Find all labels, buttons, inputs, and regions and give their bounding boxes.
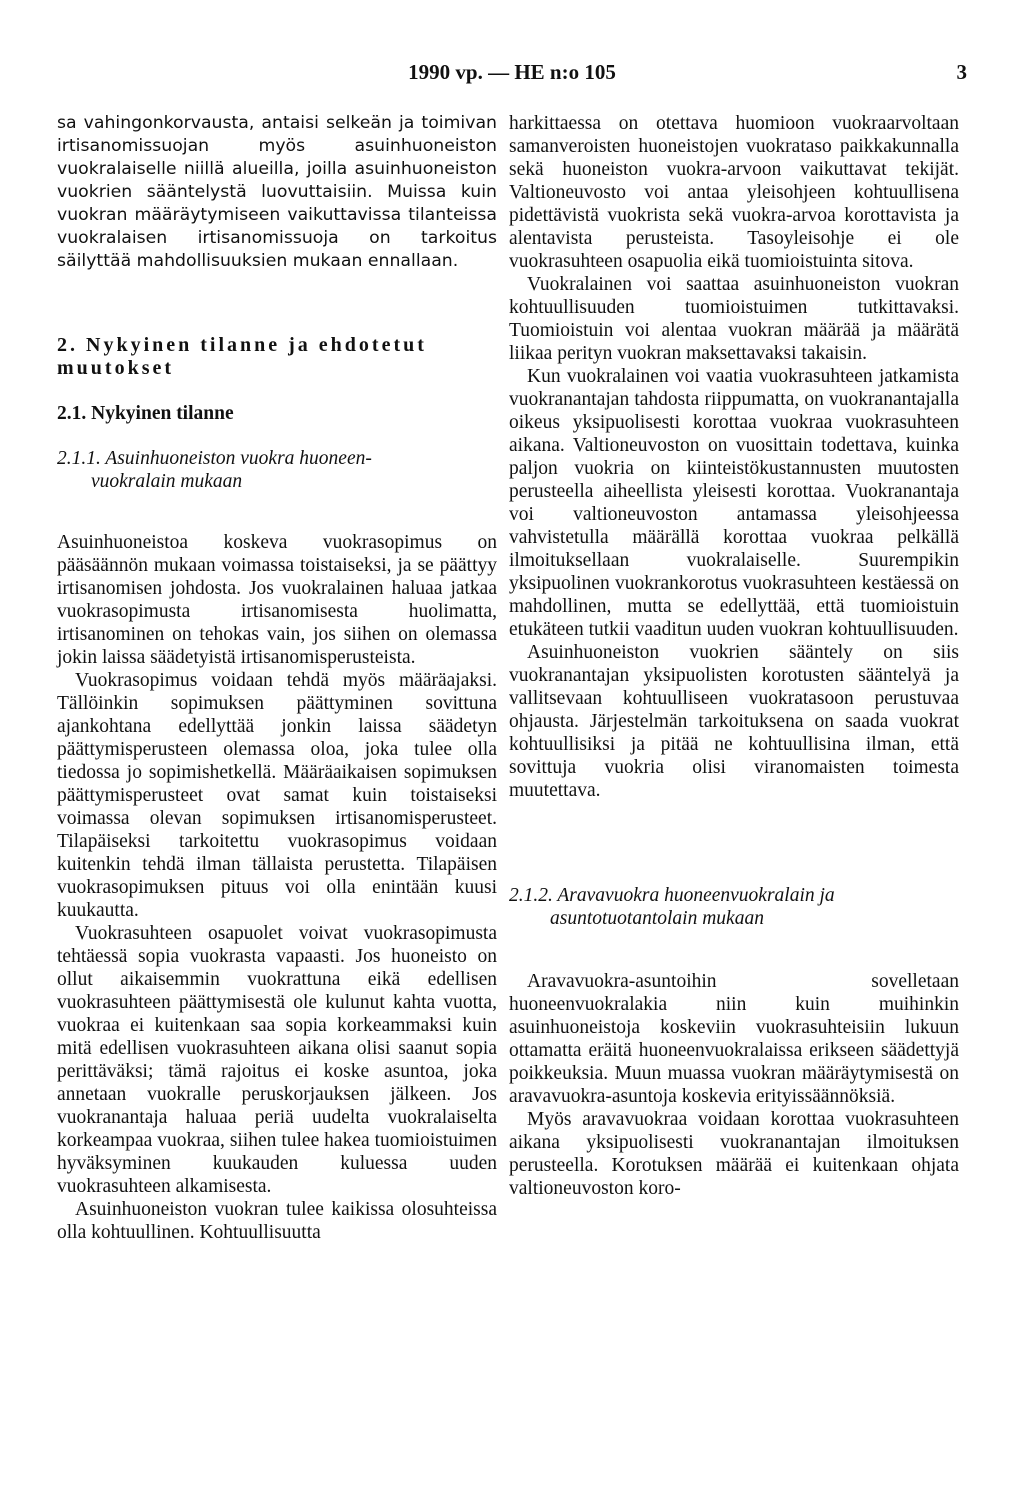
left-column [57, 112, 497, 1244]
paragraph: Asuinhuoneiston vuokran tulee kaikissa olosuhteissa olla kohtuullinen. Kohtuullisuutta [57, 1199, 497, 1243]
paragraph: Aravavuokra-asuntoihin sovelletaan huoneenvuokralakia niin kuin muihinkin asuinhuoneistoja koskeviin vuokrasuhteisiin lukuun ottamatta eräitä huoneenvuokralaissa erikseen säädettyjä poikkeuksia. Muun muassa vuokran määräytymisestä on aravavuokra-asuntoja koskevia erityissäännöksiä. [509, 971, 959, 1107]
right-column [509, 112, 959, 1200]
subsubsection-heading-line1: 2.1.2. Aravavuokra huoneenvuokralain ja [509, 885, 835, 906]
paragraph: Vuokrasopimus voidaan tehdä myös määräajaksi. Tällöinkin sopimuksen päättyminen sovittuna ajankohtana edellyttää jonkin laissa säädetyn päättymisperusteen olemassa oloa, joka tulee olla tiedossa jo sopimishetkellä. Määräaikaisen sopimuksen päättymisperusteet ovat samat kuin toistaiseksi voimassa olevan sopimuksen irtisanomisperusteet. Tilapäiseksi tarkoitettu vuokrasopimus voidaan kuitenkin tehdä ilman tällaista perustetta. Tilapäisen vuokrasopimuksen pituus voi olla enintään kuusi kuukautta. [57, 670, 497, 921]
subsubsection-heading-line2: asuntotuotantolain mukaan [550, 908, 764, 929]
paragraph: Asuinhuoneistoa koskeva vuokrasopimus on pääsäännön mukaan voimassa toistaiseksi, ja se päättyy irtisanomisen johdosta. Jos vuokralainen haluaa jatkaa vuokrasopimusta irtisanomisesta huolimatta, irtisanominen on tehokas vain, jos siihen on olemassa jokin laissa säädetyistä irtisanomisperusteista. [57, 532, 497, 668]
page-number: 3 [956, 60, 967, 84]
subsubsection-heading-line1: 2.1.1. Asuinhuoneiston vuokra huoneen- [57, 448, 372, 469]
section-heading: 2. Nykyinen tilanne ja ehdotetut muutokset [57, 334, 427, 379]
paragraph: Asuinhuoneiston vuokrien sääntely on siis vuokranantajan yksipuolisten korotusten sääntelyä ja vallitsevaan kohtuulliseen vuokratasoon perustuvaa ohjausta. Järjestelmän tarkoituksena on saada vuokrat kohtuullisiksi ja pitää ne kohtuullisina ilman, että sovittuja vuokria olisi viranomaisten toimesta muutettava. [509, 642, 959, 801]
running-title: 1990 vp. — HE n:o 105 [408, 60, 616, 84]
subsection-heading: 2.1. Nykyinen tilanne [57, 403, 234, 424]
intro-paragraph: sa vahingonkorvausta, antaisi selkeän ja toimivan irtisanomissuojan myös asuinhuoneiston vuokralaiselle niillä alueilla, joilla asuinhuoneiston vuokrien sääntelystä luovuttaisiin. Muissa kuin vuokran määräytymiseen vaikuttavissa tilanteissa vuokralaisen irtisanomissuoja on tarkoitus säilyttää mahdollisuuksien mukaan ennallaan. [57, 113, 497, 271]
subsubsection-heading-line2: vuokralain mukaan [91, 471, 243, 492]
paragraph: Myös aravavuokraa voidaan korottaa vuokrasuhteen aikana yksipuolisesti vuokranantajan ilmoituksen perusteella. Korotuksen määrää ei kuitenkaan ohjata valtioneuvoston koro- [509, 1109, 959, 1199]
paragraph: Vuokrasuhteen osapuolet voivat vuokrasopimusta tehtäessä sopia vuokrasta vapaasti. Jos huoneisto on ollut aikaisemmin vuokrattuna eikä edellisen vuokrasuhteen päättymisestä ole kulunut kahta vuotta, vuokraa ei kuitenkaan saa sopia korkeammaksi kuin mitä edellisen vuokrasuhteen aikana olisi saanut sopia perittäväksi; tämä rajoitus ei koske asuntoa, joka annetaan vuokralle peruskorjauksen jälkeen. Jos vuokranantaja haluaa periä uudelta vuokralaiselta korkeampaa vuokraa, siihen tulee hakea tuomioistuimen hyväksyminen kuukauden kuluessa uuden vuokrasuhteen alkamisesta. [57, 923, 497, 1197]
paragraph: Kun vuokralainen voi vaatia vuokrasuhteen jatkamista vuokranantajan tahdosta riippumatta, on vuokranantajalla oikeus yksipuolisesti korottaa vuokraa vuokrasuhteen aikana. Valtioneuvoston on vuosittain todettava, kuinka paljon vuokria on kiinteistökustannusten muutosten perusteella aiheellista yleisesti korottaa. Vuokranantaja voi valtioneuvoston antamassa yleisohjeessa vahvistetulla määrällä korottaa vuokraa pelkällä ilmoituksellaan vuokralaiselle. Suurempikin yksipuolinen vuokrankorotus vuokrasuhteen kestäessä on mahdollinen, mutta se edellyttää, että tuomioistuin etukäteen tutkii vaaditun uuden vuokran kohtuullisuuden. [509, 366, 959, 640]
subsubsection-heading [57, 447, 497, 493]
page-header [0, 60, 1024, 90]
paragraph: Vuokralainen voi saattaa asuinhuoneiston vuokran kohtuullisuuden tuomioistuimen tutkittavaksi. Tuomioistuin voi alentaa vuokran määrää ja määrätä liikaa perityn vuokran maksettavaksi takaisin. [509, 274, 959, 364]
subsubsection-heading [509, 884, 959, 930]
paragraph: harkittaessa on otettava huomioon vuokraarvoltaan samanveroisten huoneistojen vuokrataso paikkakunnalla sekä huoneiston vuokra-arvoon vaikuttavat tekijät. Valtioneuvosto voi antaa yleisohjeen kohtuullisena pidettävistä vuokrista sekä vuokra-arvoa korottavista ja alentavista perusteista. Tasoyleisohje ei ole vuokrasuhteen osapuolia eikä tuomioistuinta sitova. [509, 113, 959, 272]
